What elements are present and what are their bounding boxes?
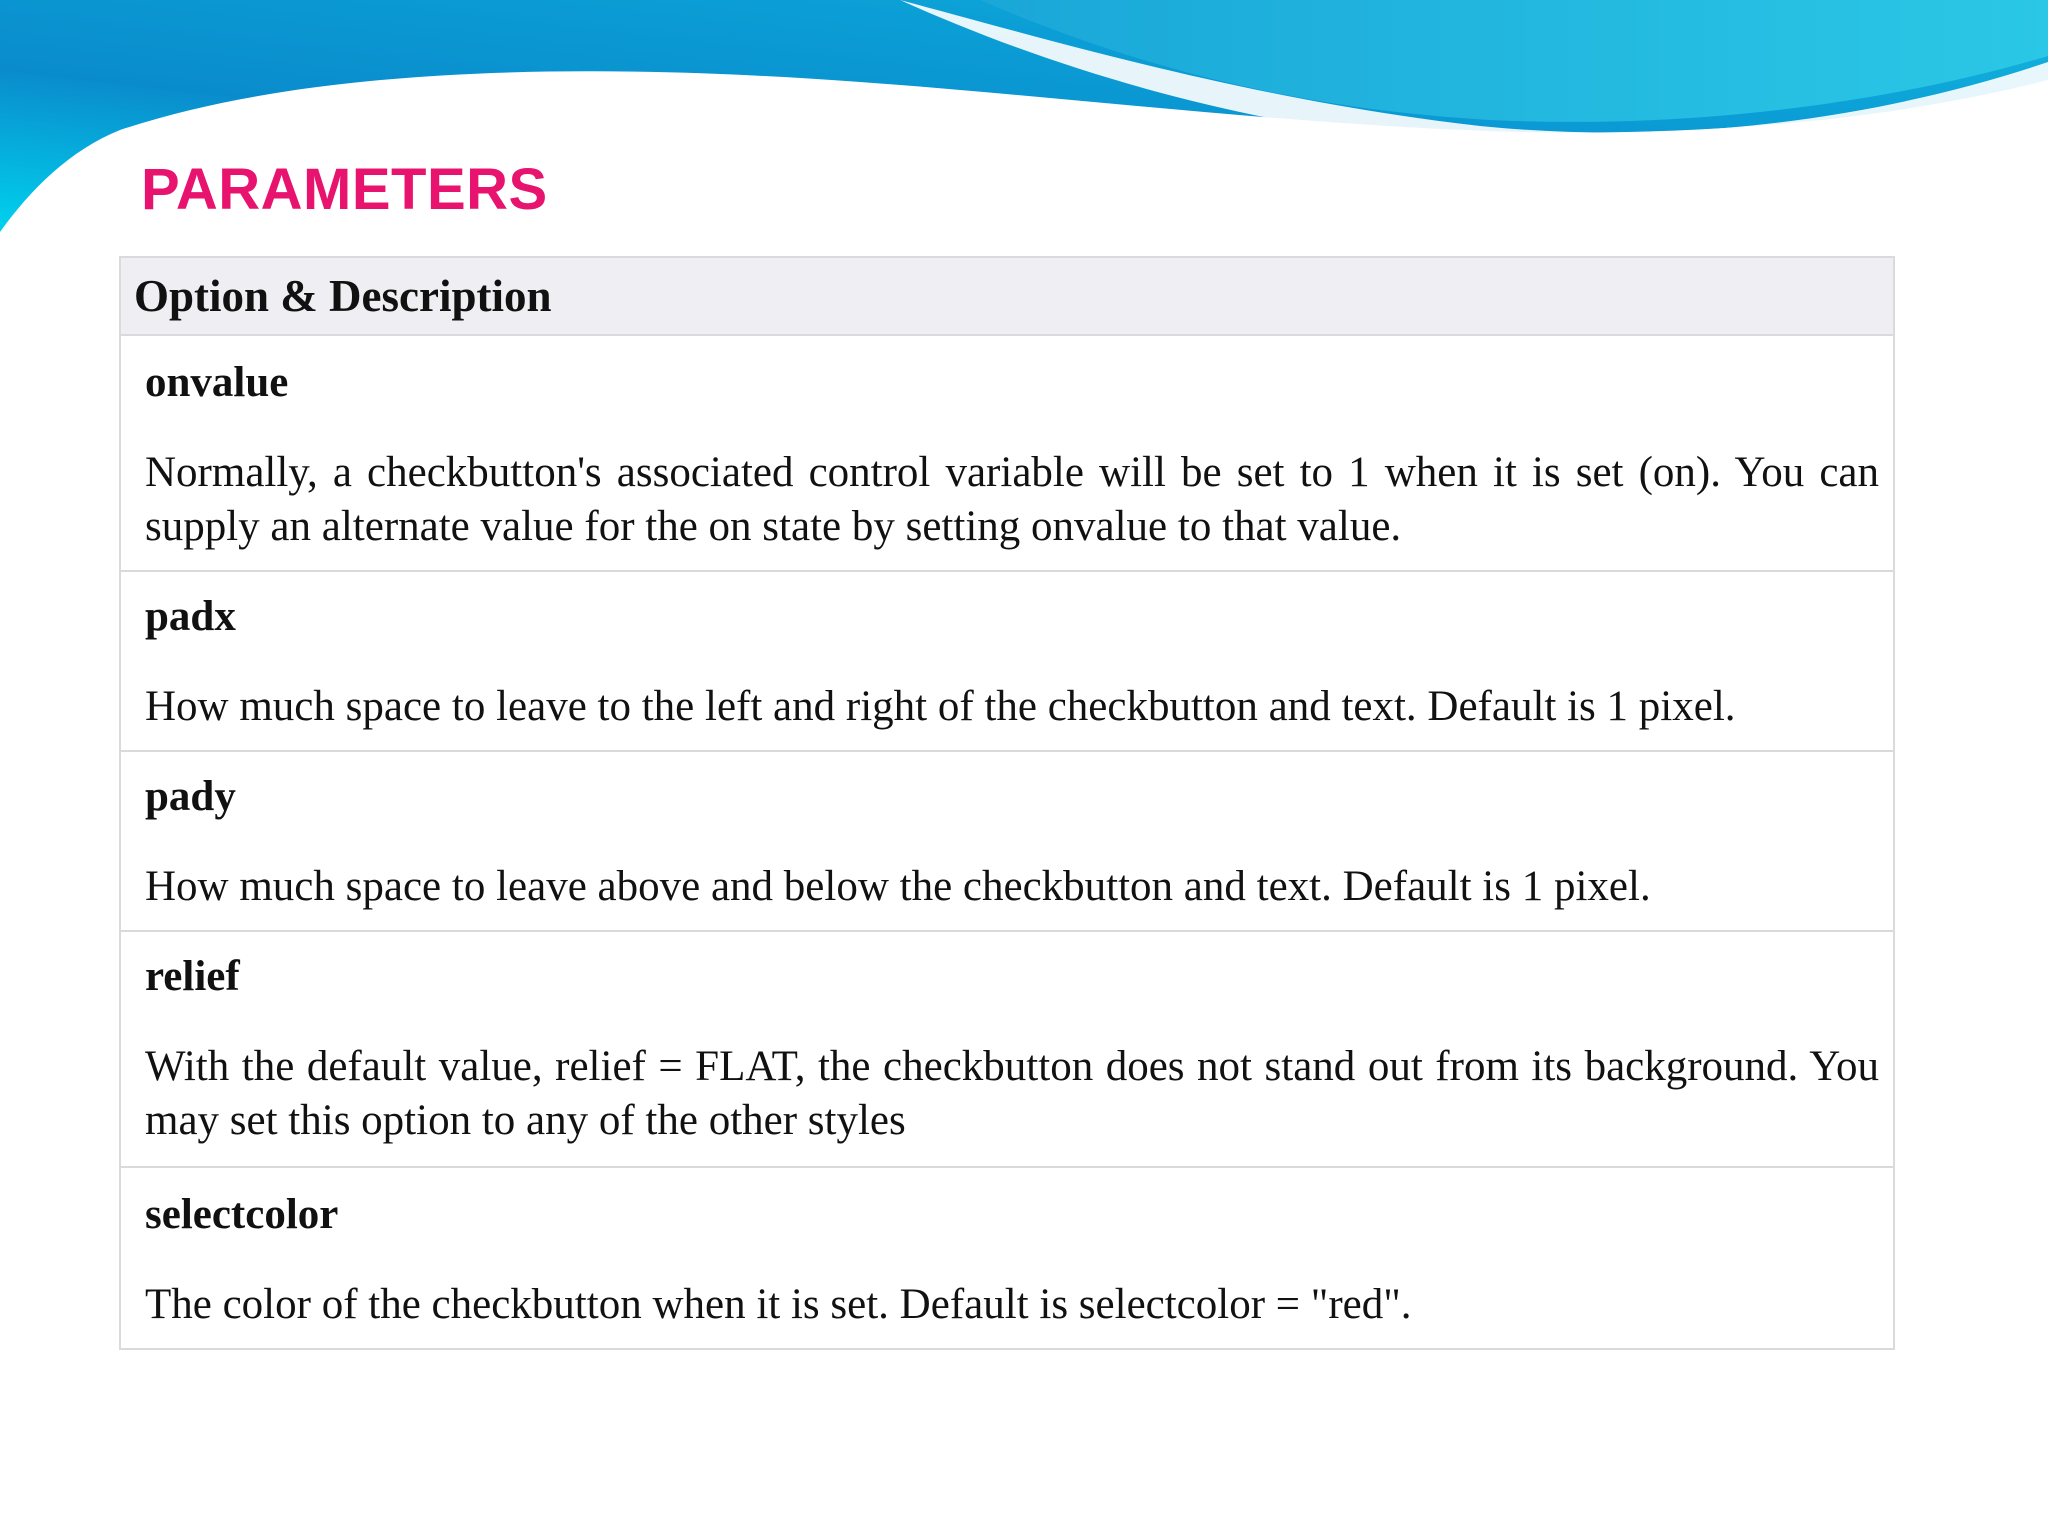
option-name: relief <box>145 953 240 1000</box>
option-name: pady <box>145 773 236 820</box>
table-row <box>121 932 1893 1168</box>
table-row <box>121 1168 1893 1348</box>
option-description: Normally, a checkbutton's associated control variable will be set to 1 when it is set (on). You can supply an alternate value for the on state by setting onvalue to that value. <box>145 449 1879 550</box>
table-row <box>121 572 1893 752</box>
option-description: The color of the checkbutton when it is set. Default is selectcolor = "red". <box>145 1281 1412 1328</box>
table-header: Option & Description <box>121 258 1893 336</box>
option-description: How much space to leave to the left and right of the checkbutton and text. Default is 1 pixel. <box>145 683 1736 730</box>
slide-title: PARAMETERS <box>141 157 548 222</box>
option-name: onvalue <box>145 359 289 406</box>
parameters-table <box>119 256 1895 1350</box>
option-description: How much space to leave above and below the checkbutton and text. Default is 1 pixel. <box>145 863 1651 910</box>
option-name: selectcolor <box>145 1191 339 1238</box>
option-description: With the default value, relief = FLAT, the checkbutton does not stand out from its background. You may set this option to any of the other styles <box>145 1043 1879 1144</box>
option-name: padx <box>145 593 236 640</box>
table-row <box>121 336 1893 572</box>
table-row <box>121 752 1893 932</box>
